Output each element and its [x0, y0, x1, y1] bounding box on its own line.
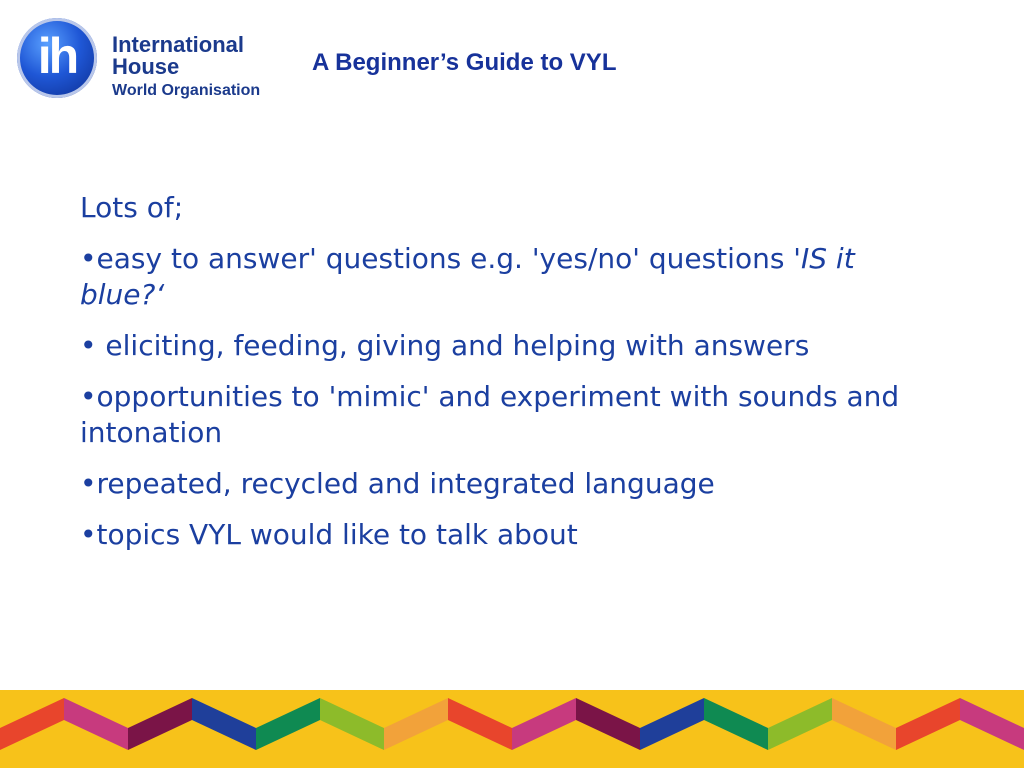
bullet-item: • eliciting, feeding, giving and helping with answers: [80, 329, 810, 362]
zigzag-footer-banner: [0, 690, 1024, 768]
bullet-item: •topics VYL would like to talk about: [80, 518, 578, 551]
logo-mark: ih: [37, 28, 77, 84]
logo-text-house: House: [112, 54, 180, 79]
logo-text-world-organisation: World Organisation: [112, 82, 261, 99]
slide-body: [80, 190, 910, 568]
bullet-item: •repeated, recycled and integrated language: [80, 467, 715, 500]
international-house-logo: [14, 16, 294, 106]
bullet-text: •easy to answer' questions e.g. 'yes/no' questions ': [80, 242, 801, 275]
logo-text-international: International: [112, 32, 245, 57]
intro-text: Lots of;: [80, 191, 184, 224]
bullet-item: •opportunities to 'mimic' and experiment with sounds and intonation: [80, 380, 900, 449]
bullet-item: [80, 241, 910, 313]
slide-title: A Beginner’s Guide to VYL: [312, 49, 617, 76]
bullet-italic-example: IS it blue?‘: [80, 242, 855, 311]
